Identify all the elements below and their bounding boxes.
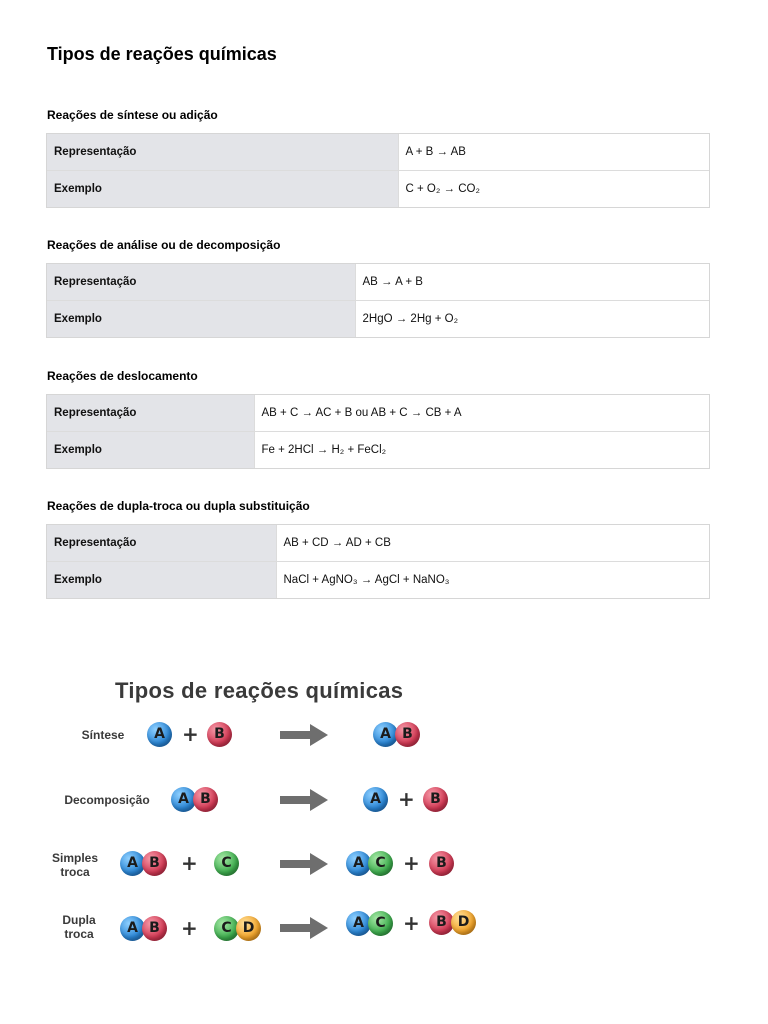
atom-b: B: [142, 851, 167, 876]
label-sintese: Síntese: [81, 728, 125, 742]
atom-a: A: [120, 851, 145, 876]
section-title-deslocamento: Reações de deslocamento: [47, 369, 198, 383]
table-row: [47, 264, 709, 301]
table-row: [47, 432, 709, 469]
atom-a: A: [363, 787, 388, 812]
atom-a: A: [346, 911, 371, 936]
row-value: C + O₂ → CO₂: [398, 171, 709, 208]
atom-b: B: [193, 787, 218, 812]
row-key: Representação: [47, 525, 276, 562]
table-row: [47, 525, 709, 562]
table-analise: [47, 264, 709, 337]
atom-b: B: [207, 722, 232, 747]
row-value: NaCl + AgNO₃ → AgCl + NaNO₃: [276, 562, 709, 599]
reaction-types-diagram: [40, 668, 500, 958]
atom-b: B: [429, 910, 454, 935]
row-value: 2HgO → 2Hg + O₂: [355, 301, 709, 338]
row-key: Exemplo: [47, 171, 398, 208]
row-key: Representação: [47, 264, 355, 301]
section-title-sintese: Reações de síntese ou adição: [47, 108, 218, 122]
arrow-right-icon: [280, 853, 328, 875]
row-key: Exemplo: [47, 432, 254, 469]
arrow-right-icon: [280, 789, 328, 811]
section-title-analise: Reações de análise ou de decomposição: [47, 238, 281, 252]
atom-d: D: [236, 916, 261, 941]
table-sintese: [47, 134, 709, 207]
plus-sign: +: [398, 787, 415, 811]
row-value: AB + CD → AD + CB: [276, 525, 709, 562]
atom-a: A: [373, 722, 398, 747]
atom-a: A: [346, 851, 371, 876]
plus-sign: +: [403, 851, 420, 875]
label-dupla-troca: Dupla troca: [62, 913, 96, 941]
atom-b: B: [395, 722, 420, 747]
atom-d: D: [451, 910, 476, 935]
table-deslocamento: [47, 395, 709, 468]
label-decomposicao: Decomposição: [64, 793, 150, 807]
row-value: AB + C → AC + B ou AB + C → CB + A: [254, 395, 709, 432]
section-title-dupla-troca: Reações de dupla-troca ou dupla substituição: [47, 499, 310, 513]
row-value: Fe + 2HCl → H₂ + FeCl₂: [254, 432, 709, 469]
page-title: Tipos de reações químicas: [47, 44, 277, 64]
table-row: [47, 562, 709, 599]
row-key: Representação: [47, 395, 254, 432]
row-value: A + B → AB: [398, 134, 709, 171]
atom-a: A: [147, 722, 172, 747]
row-key: Representação: [47, 134, 398, 171]
atom-b: B: [429, 851, 454, 876]
table-dupla-troca: [47, 525, 709, 598]
plus-sign: +: [182, 722, 199, 746]
plus-sign: +: [403, 911, 420, 935]
table-row: [47, 134, 709, 171]
arrow-right-icon: [280, 724, 328, 746]
atom-b: B: [142, 916, 167, 941]
row-key: Exemplo: [47, 301, 355, 338]
arrow-right-icon: [280, 917, 328, 939]
atom-a: A: [171, 787, 196, 812]
table-row: [47, 395, 709, 432]
table-row: [47, 301, 709, 338]
atom-c: C: [368, 911, 393, 936]
atom-a: A: [120, 916, 145, 941]
atom-b: B: [423, 787, 448, 812]
atom-c: C: [214, 916, 239, 941]
row-value: AB → A + B: [355, 264, 709, 301]
row-key: Exemplo: [47, 562, 276, 599]
plus-sign: +: [181, 851, 198, 875]
atom-c: C: [214, 851, 239, 876]
plus-sign: +: [181, 916, 198, 940]
diagram-title: Tipos de reações químicas: [115, 678, 404, 703]
label-simples-troca: Simples troca: [51, 851, 99, 879]
atom-c: C: [368, 851, 393, 876]
table-row: [47, 171, 709, 208]
